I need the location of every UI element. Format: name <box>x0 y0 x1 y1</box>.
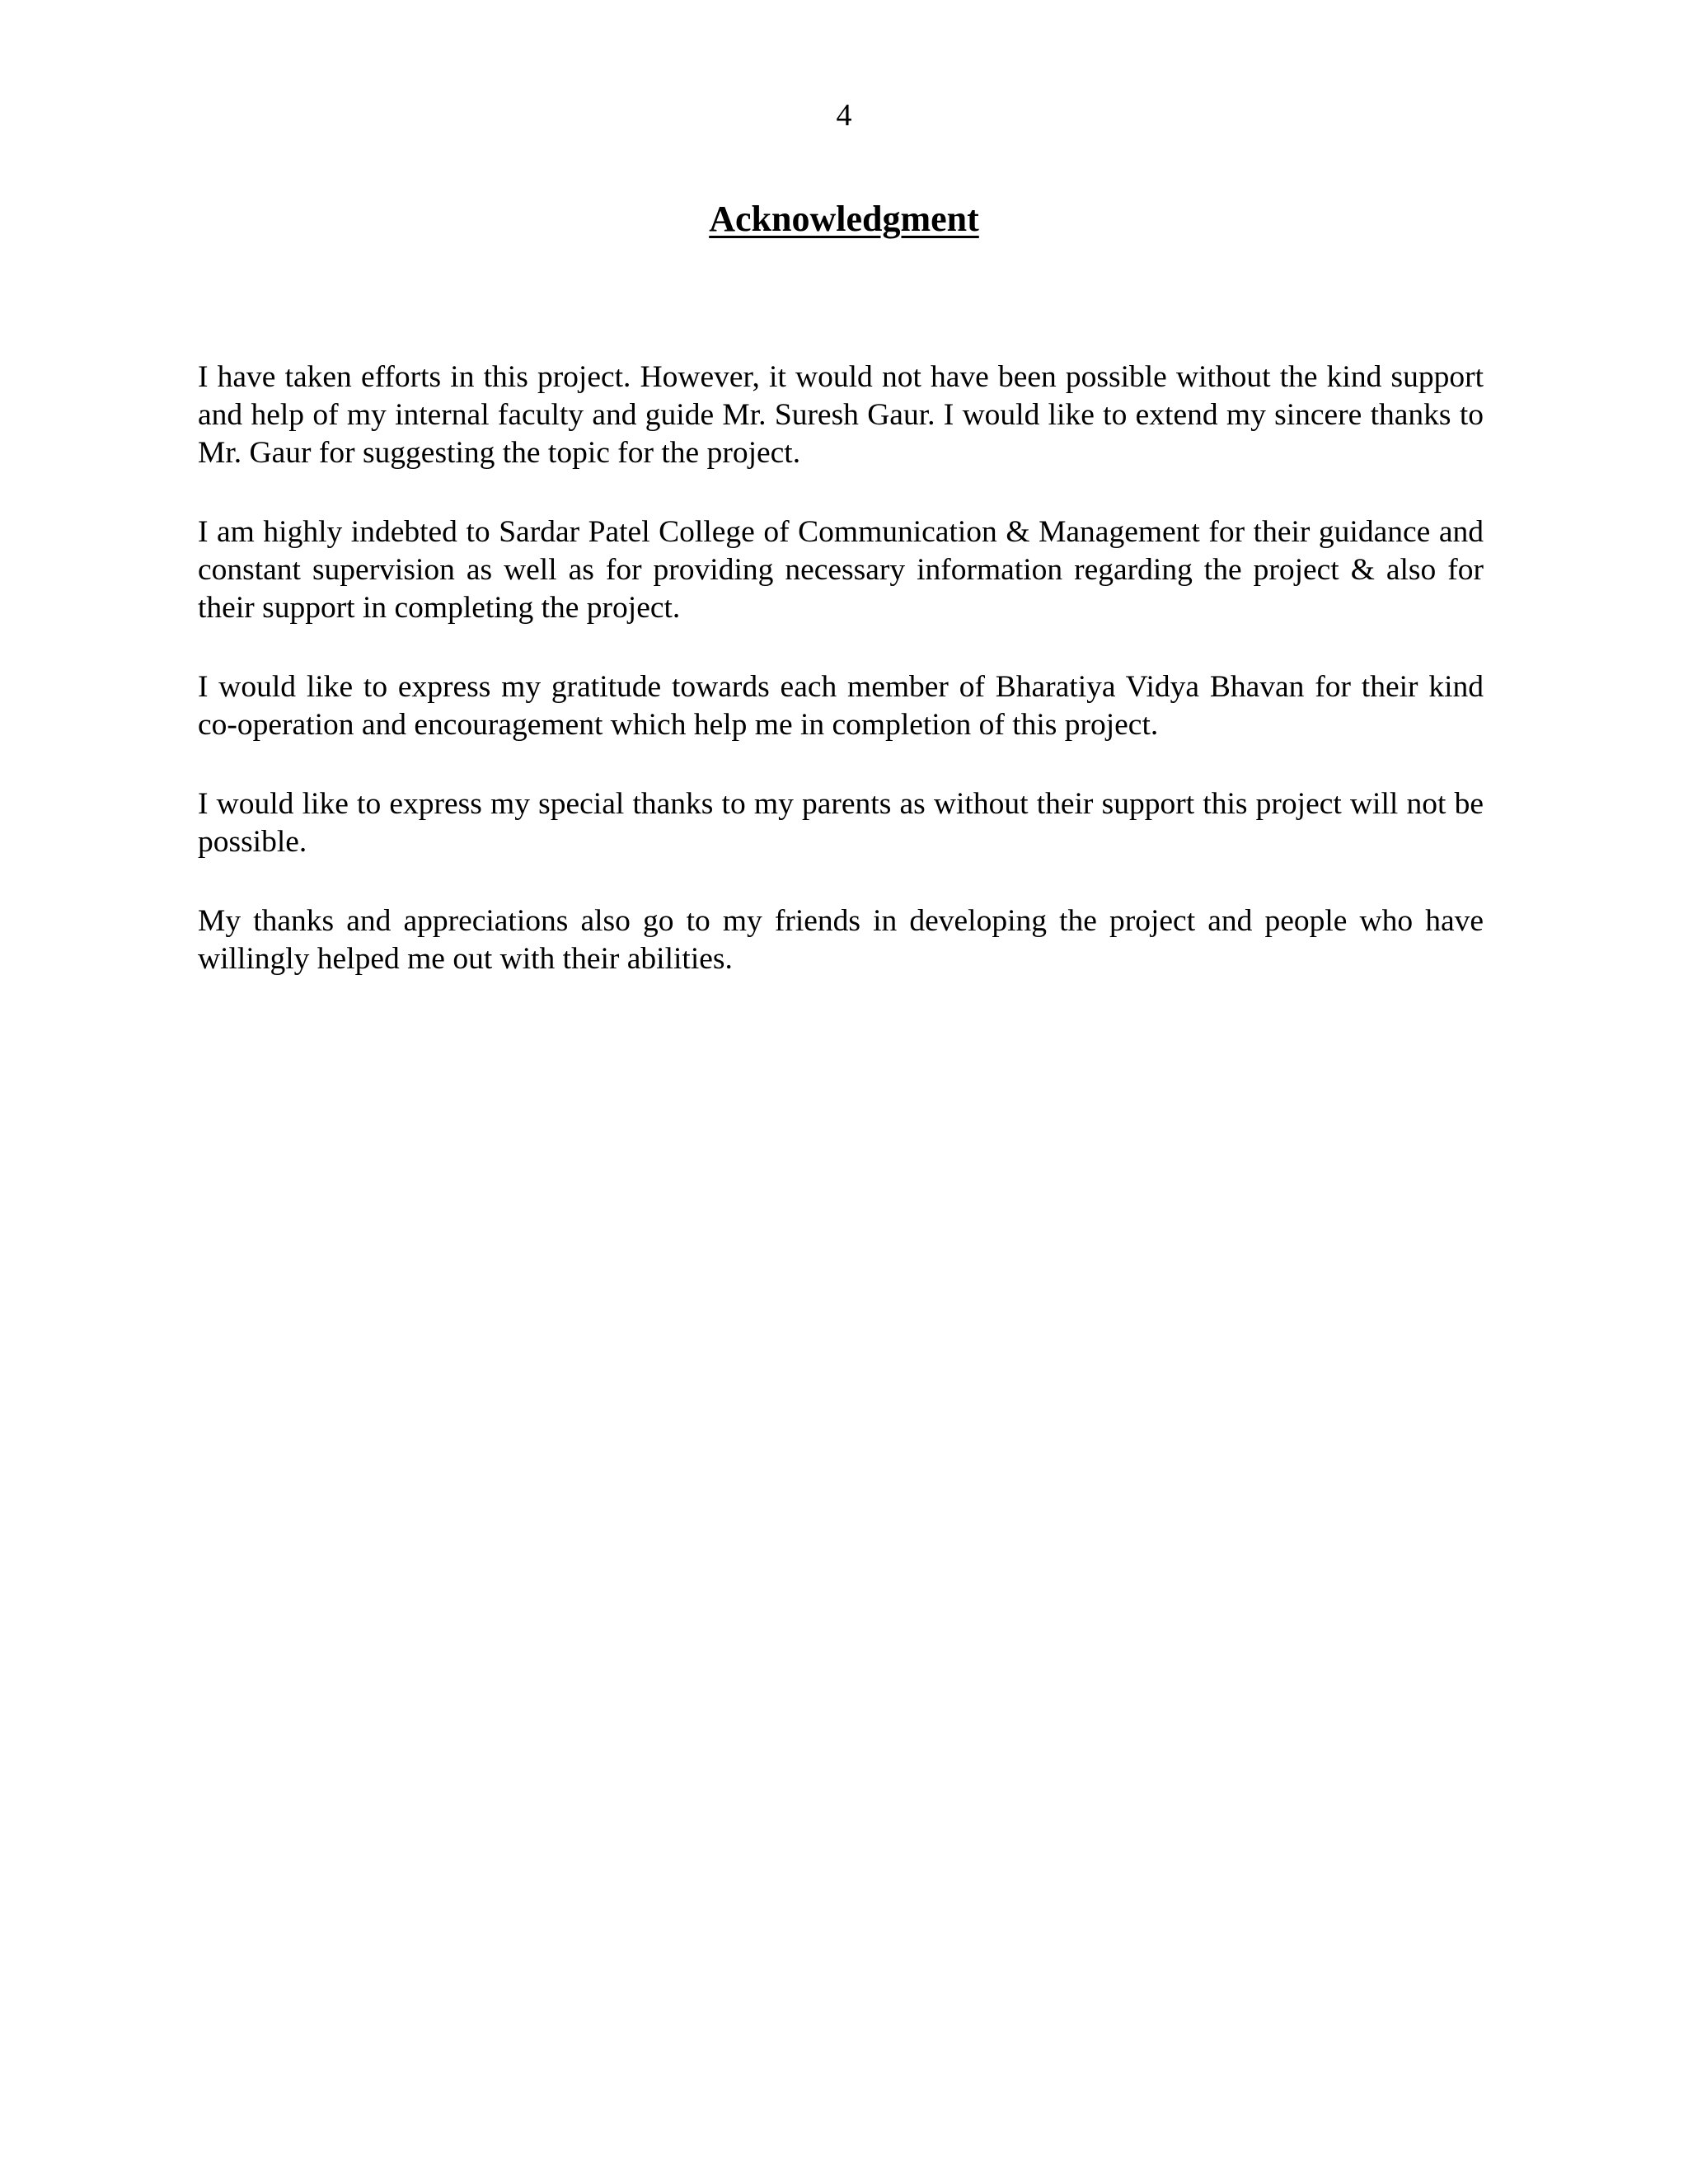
paragraph-2: I am highly indebted to Sardar Patel College of Communication & Management for their guidance and constant supervision as well as for providing necessary information regarding the project & also for their support in completing the project. <box>198 515 1484 625</box>
page-title: Acknowledgment <box>709 199 979 239</box>
paragraph-5: My thanks and appreciations also go to my friends in developing the project and people who have willingly helped me out with their abilities. <box>198 904 1484 976</box>
paragraph-3: I would like to express my gratitude towards each member of Bharatiya Vidya Bhavan for their kind co-operation and encouragement which help me in completion of this project. <box>198 670 1484 742</box>
page-number: 4 <box>836 98 852 133</box>
acknowledgment-body <box>198 359 1484 1019</box>
paragraph-1: I have taken efforts in this project. However, it would not have been possible without the kind support and help of my internal faculty and guide Mr. Suresh Gaur. I would like to extend my sincere thanks to Mr. Gaur for suggesting the topic for the project. <box>198 360 1484 470</box>
paragraph-4: I would like to express my special thanks to my parents as without their support this project will not be possible. <box>198 787 1484 859</box>
